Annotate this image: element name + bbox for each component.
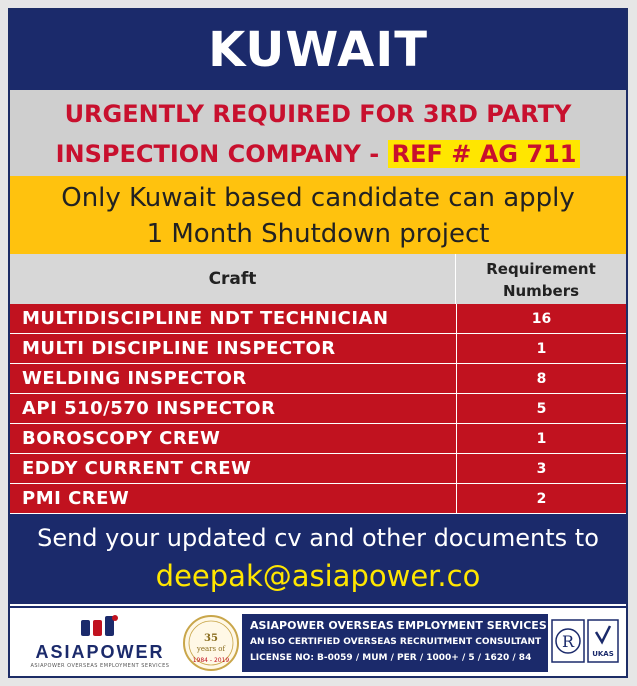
- craft-header: Craft: [10, 254, 456, 304]
- requirement-header-line-2: Numbers: [502, 282, 580, 300]
- count-cell: 5: [456, 394, 626, 424]
- count-cell: 2: [456, 484, 626, 514]
- requirement-header-line-1: Requirement: [486, 260, 596, 278]
- company-info: [242, 614, 548, 672]
- table-row: [10, 424, 626, 454]
- craft-cell: API 510/570 INSPECTOR: [22, 398, 276, 419]
- license-number: LICENSE NO: B-0059 / MUM / PER / 1000+ / 5 / 1620 / 84: [250, 653, 532, 663]
- contact-instruction: Send your updated cv and other documents to: [37, 524, 599, 552]
- job-poster: [8, 8, 628, 678]
- table-header: [10, 254, 626, 304]
- craft-cell: MULTI DISCIPLINE INSPECTOR: [22, 338, 336, 359]
- table-row: [10, 484, 626, 514]
- table-row: [10, 364, 626, 394]
- badge-range: 1984 - 2019: [192, 657, 230, 664]
- badge-caption: years of: [196, 645, 226, 653]
- eligibility-notice: [10, 176, 626, 254]
- company-footer: [10, 606, 626, 676]
- urgent-line-1: URGENTLY REQUIRED FOR 3RD PARTY: [64, 100, 572, 128]
- urgent-heading: [10, 90, 626, 176]
- count-cell: 1: [456, 334, 626, 364]
- table-row: [10, 454, 626, 484]
- badge-years: 35: [204, 633, 218, 644]
- cert-mark: R: [561, 632, 575, 651]
- company-logo: [20, 614, 180, 674]
- asiapower-logo-icon: [75, 614, 125, 640]
- logo-subtitle: ASIAPOWER OVERSEAS EMPLOYMENT SERVICES: [30, 663, 170, 669]
- company-name: ASIAPOWER OVERSEAS EMPLOYMENT SERVICES: [250, 619, 547, 632]
- notice-line-1: Only Kuwait based candidate can apply: [61, 183, 575, 213]
- craft-cell: BOROSCOPY CREW: [22, 428, 221, 449]
- craft-cell: WELDING INSPECTOR: [22, 368, 247, 389]
- iso-statement: AN ISO CERTIFIED OVERSEAS RECRUITMENT CONSULTANT: [250, 637, 542, 647]
- requirements-table: [10, 304, 626, 514]
- table-row: [10, 394, 626, 424]
- craft-cell: EDDY CURRENT CREW: [22, 458, 252, 479]
- count-cell: 8: [456, 364, 626, 394]
- craft-cell: PMI CREW: [22, 488, 130, 509]
- notice-line-2: 1 Month Shutdown project: [146, 219, 490, 249]
- certification-marks-icon: [550, 614, 622, 672]
- table-row: [10, 334, 626, 364]
- cert-label: UKAS: [592, 650, 614, 658]
- count-cell: 3: [456, 454, 626, 484]
- contact-section: [10, 514, 626, 604]
- table-row: [10, 304, 626, 334]
- craft-cell: MULTIDISCIPLINE NDT TECHNICIAN: [22, 308, 389, 329]
- country-title: KUWAIT: [10, 10, 626, 90]
- anniversary-badge-icon: [182, 614, 240, 672]
- logo-wordmark: ASIAPOWER: [35, 642, 165, 662]
- contact-email[interactable]: deepak@asiapower.co: [155, 559, 481, 593]
- requirement-header: [456, 258, 626, 302]
- reference-number: REF # AG 711: [388, 140, 581, 168]
- urgent-line-2: [10, 134, 626, 174]
- count-cell: 1: [456, 424, 626, 454]
- count-cell: 16: [456, 304, 626, 334]
- urgent-line-2-prefix: INSPECTION COMPANY -: [55, 140, 388, 168]
